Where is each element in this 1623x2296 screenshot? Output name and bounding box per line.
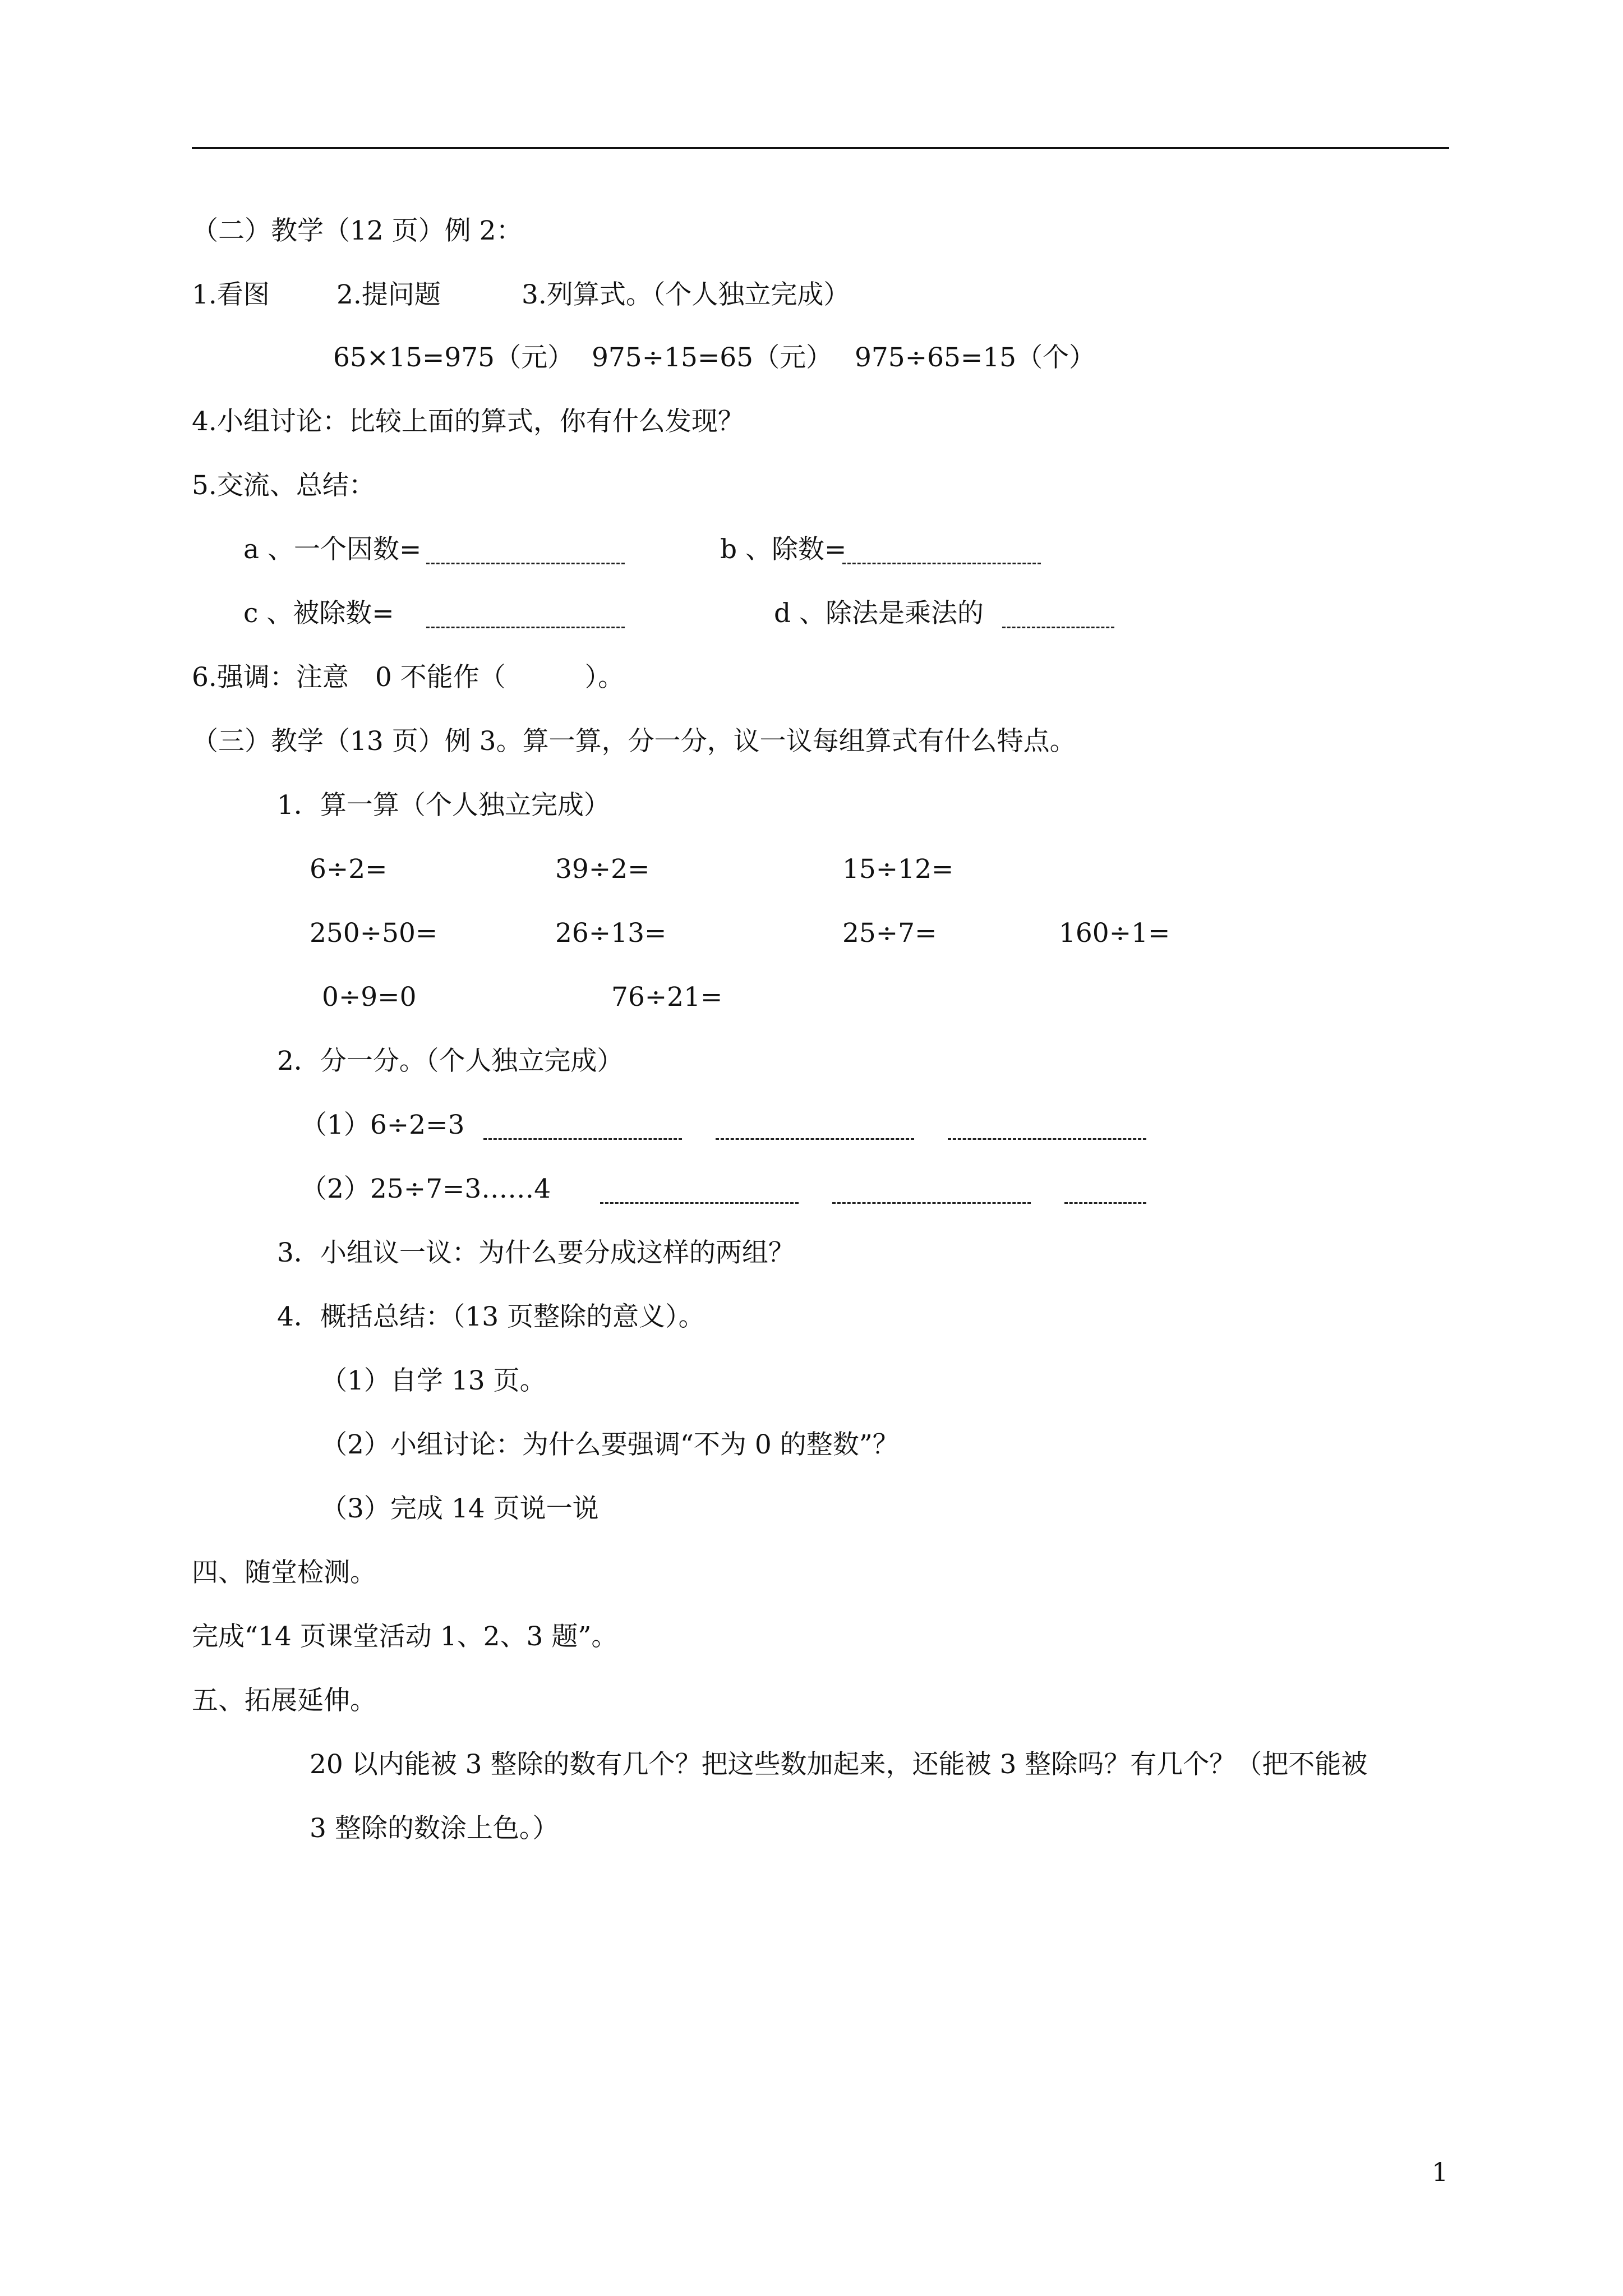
summary-d-label: d 、除法是乘法的	[774, 598, 984, 629]
summary-b-blank[interactable]	[842, 563, 1041, 564]
sort-heading: 2．分一分。（个人独立完成）	[277, 1046, 624, 1076]
step-6-emphasis: 6.强调：注意 0 不能作（ ）。	[192, 662, 625, 693]
sort-row-1-label: （1）6÷2=3	[301, 1110, 465, 1140]
summary-b-label: b 、除数=	[720, 534, 847, 565]
step-ask: 2.提问题	[336, 279, 441, 310]
sort-row-1-blank[interactable]	[948, 1138, 1146, 1140]
sub-item: （3）完成 14 页说一说	[321, 1493, 599, 1524]
extension-line-2: 3 整除的数涂上色。）	[310, 1813, 559, 1844]
sort-row-2-blank[interactable]	[600, 1202, 799, 1204]
summary-a-label: a 、一个因数=	[243, 534, 422, 565]
section-5-heading: 五、拓展延伸。	[192, 1685, 376, 1716]
section-4-heading: 四、随堂检测。	[192, 1557, 376, 1588]
calc-item: 76÷21=	[611, 982, 723, 1013]
calc-item: 250÷50=	[310, 918, 438, 949]
calc-item: 26÷13=	[555, 918, 667, 949]
step-5-summary: 5.交流、总结：	[192, 470, 375, 501]
calc-item: 0÷9=0	[322, 982, 417, 1013]
summary-d-blank[interactable]	[1002, 627, 1114, 628]
page-number: 1	[1432, 2157, 1449, 2187]
summary-a-blank[interactable]	[426, 563, 625, 564]
calc-item: 6÷2=	[310, 854, 388, 885]
sort-row-1-blank[interactable]	[483, 1138, 682, 1140]
header-rule	[192, 147, 1449, 149]
sort-row-2-blank[interactable]	[832, 1202, 1031, 1204]
sub-item: （1）自学 13 页。	[321, 1365, 546, 1396]
summary-heading: 4．概括总结：（13 页整除的意义）。	[277, 1301, 705, 1332]
calc-item: 160÷1=	[1059, 918, 1170, 949]
sort-row-1-blank[interactable]	[716, 1138, 914, 1140]
sort-row-2-label: （2）25÷7=3……4	[301, 1174, 551, 1204]
calc-item: 25÷7=	[842, 918, 937, 949]
extension-line-1: 20 以内能被 3 整除的数有几个？把这些数加起来，还能被 3 整除吗？有几个？（把不能被	[310, 1749, 1368, 1780]
group-discussion: 3．小组议一议：为什么要分成这样的两组？	[277, 1237, 795, 1268]
step-4-discussion: 4.小组讨论：比较上面的算式，你有什么发现？	[192, 406, 744, 437]
summary-c-label: c 、被除数=	[243, 598, 394, 629]
sort-row-2-blank[interactable]	[1064, 1202, 1146, 1204]
calc-item: 15÷12=	[842, 854, 954, 885]
summary-c-blank[interactable]	[426, 627, 625, 628]
sub-item: （2）小组讨论：为什么要强调“不为 0 的整数”？	[321, 1429, 899, 1460]
step-formula: 3.列算式。（个人独立完成）	[522, 279, 850, 310]
step-look: 1.看图	[192, 279, 270, 310]
section-4-text: 完成“14 页课堂活动 1、2、3 题”。	[192, 1621, 618, 1652]
calc-heading: 1．算一算（个人独立完成）	[277, 790, 610, 821]
equation-2: 975÷15=65（元）	[592, 342, 833, 373]
section-2-heading: （二）教学（12 页）例 2：	[192, 215, 523, 246]
equation-3: 975÷65=15（个）	[855, 342, 1096, 373]
equation-1: 65×15=975（元）	[333, 342, 574, 373]
section-3-heading: （三）教学（13 页）例 3。算一算，分一分，议一议每组算式有什么特点。	[192, 726, 1076, 757]
calc-item: 39÷2=	[555, 854, 650, 885]
